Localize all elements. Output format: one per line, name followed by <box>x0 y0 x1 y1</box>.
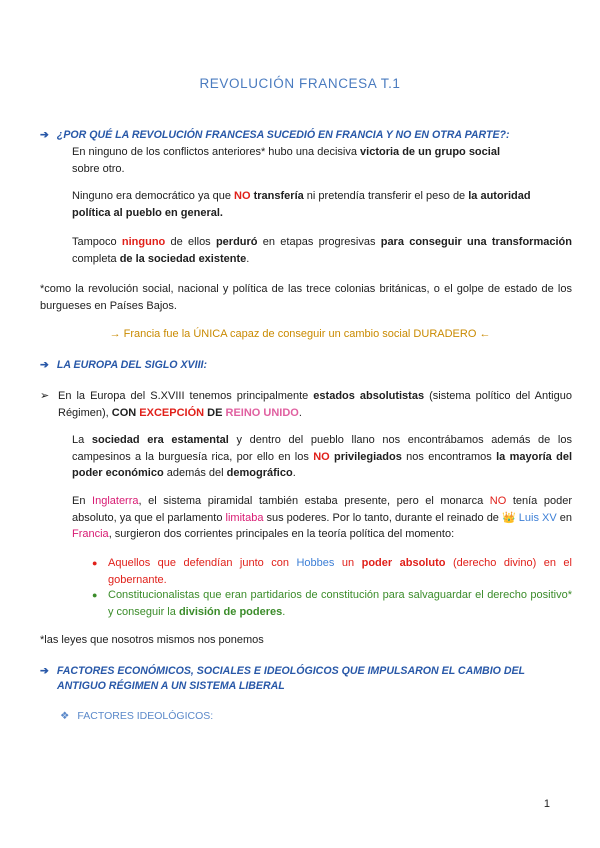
bold-run: poder absoluto <box>361 557 446 569</box>
pink-limitaba-run: limitaba <box>225 511 264 524</box>
subheading-text: FACTORES IDEOLÓGICOS: <box>77 710 214 722</box>
text-run: (derecho divino) en el gobernante. <box>108 557 572 586</box>
triangle-bullet-icon: ➢ <box>40 390 50 402</box>
page-title: REVOLUCIÓN FRANCESA T.1 <box>199 76 401 91</box>
bold-run: división de poderes <box>178 605 283 618</box>
red-ninguno-run: ninguno <box>121 236 166 248</box>
footnote-leyes: *las leyes que nosotros mismos nos ponemos <box>40 634 264 646</box>
text-run: . <box>292 467 296 479</box>
text-run: En <box>72 495 93 507</box>
section-heading-why-france <box>40 128 572 143</box>
text-run: de ellos <box>165 236 216 248</box>
bold-run: privilegiados <box>329 450 402 463</box>
highlight-francia-unica: → Francia fue la ÚNICA capaz de conseguir un cambio social DURADERO ← <box>109 328 491 340</box>
bold-run: transfería <box>253 190 304 202</box>
text-run: . <box>282 605 286 618</box>
list-item-absolutistas <box>108 555 572 588</box>
section-heading-factores <box>40 664 527 694</box>
section-heading-europa <box>40 358 572 373</box>
page-number: 1 <box>543 798 550 810</box>
text-run: sus poderes. Por lo tanto, durante el reinado de <box>263 511 502 524</box>
text-run: Constitucionalistas que eran partidarios de constitución para salvaguardar el derecho positivo* y conseguir la <box>108 589 572 618</box>
red-no-run: NO <box>234 190 251 202</box>
text-run: ni pretendía transferir el peso de <box>303 190 469 202</box>
text-run: un <box>334 557 362 569</box>
text-run: Ninguno era democrático ya que <box>72 190 235 202</box>
list-item-constitucionalistas <box>108 587 572 620</box>
text-run: La <box>72 434 92 446</box>
paragraph-democratico <box>72 188 532 221</box>
heading-text: ¿POR QUÉ LA REVOLUCIÓN FRANCESA SUCEDIÓ EN FRANCIA Y NO EN OTRA PARTE?: <box>56 129 510 141</box>
text-run: . <box>298 406 302 419</box>
text-run: sobre otro. <box>72 162 125 175</box>
bold-run: sociedad era estamental <box>91 434 229 446</box>
red-no-run: NO <box>489 495 507 507</box>
bold-run: de la sociedad existente <box>119 252 247 265</box>
bullet-dot-icon: ● <box>92 558 98 568</box>
text-run: En la Europa del S.XVIII tenemos principalmente <box>58 390 314 402</box>
bullet-dot-icon: ● <box>92 590 98 600</box>
bold-run: CON <box>111 406 140 419</box>
bold-run: DE <box>204 406 226 419</box>
crown-icon: 👑 <box>502 511 516 524</box>
paragraph-sociedad-estamental <box>72 432 572 482</box>
text-run: nos encontramos <box>401 450 497 463</box>
arrow-right-icon: ➔ <box>40 129 49 141</box>
arrow-right-icon: ➔ <box>40 359 49 371</box>
paragraph-europa-absolutista <box>58 388 572 421</box>
bold-run: para conseguir una transformación <box>380 236 572 248</box>
bold-run: la mayoría del poder económico <box>72 450 573 479</box>
text-run: . <box>246 252 250 265</box>
blue-luis-xv-run: Luis XV <box>515 511 557 524</box>
text-run: , surgieron dos corrientes principales en la teoría política del momento: <box>108 528 455 540</box>
bold-run: demográfico <box>226 467 293 479</box>
paragraph-inglaterra <box>72 493 572 543</box>
heading-text: LA EUROPA DEL SIGLO XVIII: <box>56 359 207 371</box>
text-run: además del <box>163 467 227 479</box>
text-run: completa <box>72 252 120 265</box>
text-run: en <box>556 511 572 524</box>
pink-francia-run: Francia <box>72 528 109 540</box>
bold-run: la autoridad política al pueblo en general. <box>72 190 531 219</box>
text-run: En ninguno de los conflictos anteriores* hubo una decisiva <box>72 146 361 158</box>
bold-run: estados absolutistas <box>313 390 425 402</box>
text-run: tenía poder absoluto, ya que el parlamento <box>72 495 573 524</box>
arrow-right-icon: ➔ <box>40 665 49 677</box>
subheading-factores-ideologicos <box>60 710 213 722</box>
pink-reino-unido-run: REINO UNIDO <box>225 406 299 419</box>
text-run: , el sistema piramidal también estaba presente, pero el monarca <box>138 495 490 507</box>
text-run: (sistema político del Antiguo Régimen), <box>58 390 572 419</box>
footnote-revoluciones: *como la revolución social, nacional y política de las trece colonias británicas, o el golpe de estado de los burgueses en Países Bajos. <box>40 283 572 312</box>
text-run: Aquellos que defendían junto con <box>108 557 297 569</box>
red-no-run: NO <box>313 450 330 463</box>
diamond-bullet-icon: ❖ <box>60 710 70 722</box>
text-run: Tampoco <box>72 236 122 248</box>
bold-run: victoria de un grupo social <box>360 146 501 158</box>
red-excepcion-run: EXCEPCIÓN <box>139 406 205 419</box>
text-run: en etapas progresivas <box>257 236 381 248</box>
bold-run: perduró <box>215 236 258 248</box>
paragraph-tampoco <box>72 234 572 267</box>
heading-text: FACTORES ECONÓMICOS, SOCIALES E IDEOLÓGICOS QUE IMPULSARON EL CAMBIO DEL ANTIGUO RÉGIMEN A UN SISTEMA LIBERAL <box>56 665 525 692</box>
paragraph-victoria <box>72 144 502 177</box>
text-run: y dentro del pueblo llano nos encontrábamos además de los campesinos a la burguesía rica, por ello en los <box>72 434 572 463</box>
pink-inglaterra-run: Inglaterra <box>92 495 139 507</box>
blue-hobbes-run: Hobbes <box>296 557 335 569</box>
